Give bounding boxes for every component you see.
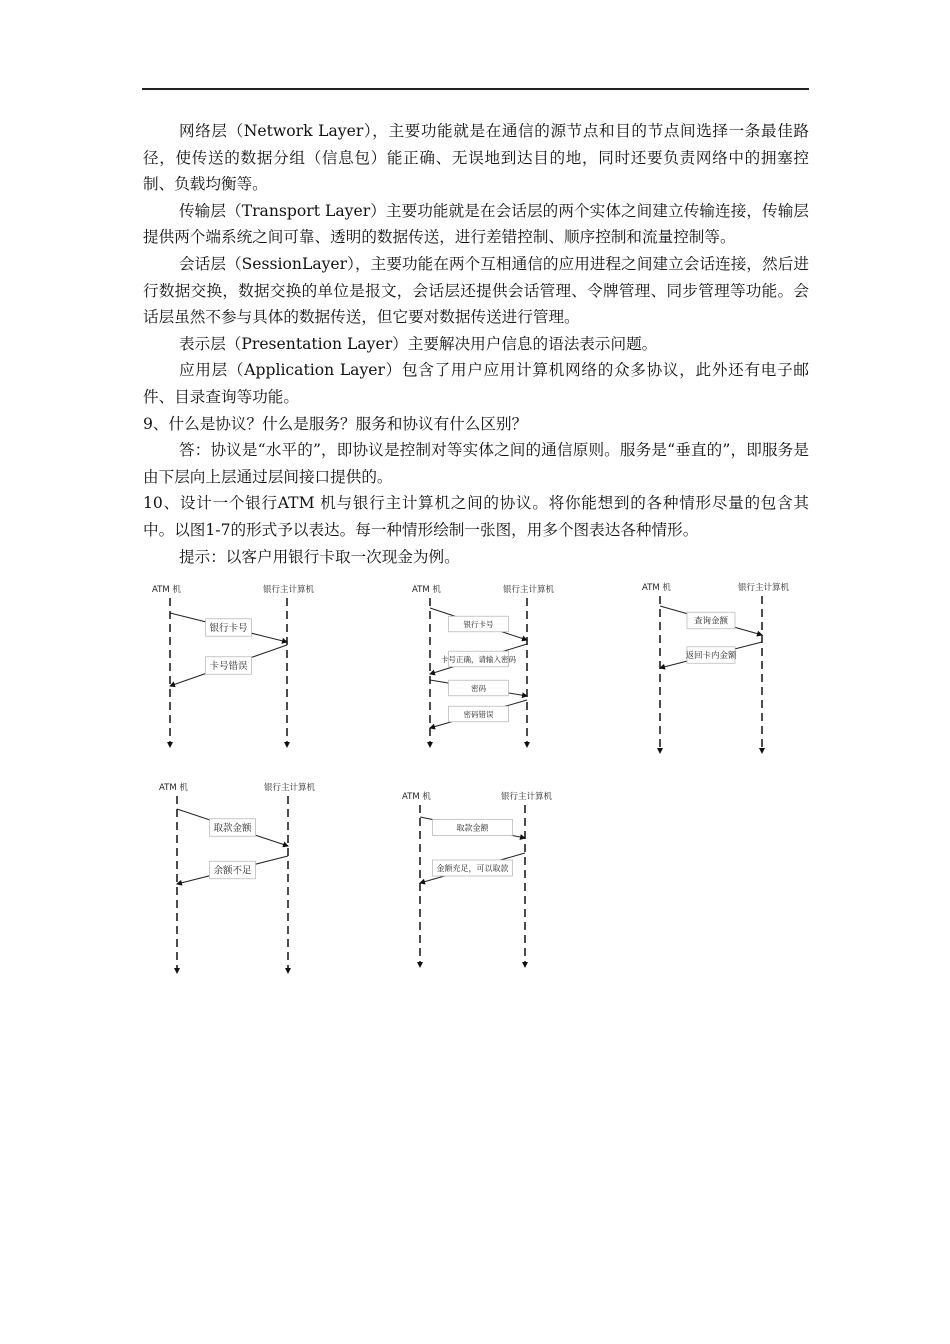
message-label: 银行卡号 <box>209 623 248 635</box>
paragraph: 10、设计一个银行ATM 机与银行主计算机之间的协议。将你能想到的各种情形尽量的包含其中。以图1-7的形式予以表达。每一种情形绘制一张图，用多个图表达各种情形。 <box>143 494 809 539</box>
atm-label: ATM 机 <box>152 585 181 595</box>
sequence-diagram-card-error <box>145 578 345 758</box>
message-label: 密码错误 <box>463 709 494 719</box>
lifeline-arrowhead <box>174 968 180 974</box>
atm-label: ATM 机 <box>159 783 188 793</box>
message-label: 金额充足，可以取款 <box>436 864 509 874</box>
message-label: 密码 <box>471 683 486 693</box>
lifeline-arrowhead <box>417 962 423 968</box>
lifeline-arrowhead <box>427 742 433 748</box>
paragraph: 网络层（Network Layer），主要功能就是在通信的源节点和目的节点间选择一条最佳路径，使传送的数据分组（信息包）能正确、无误地到达目的地，同时还要负责网络中的拥塞控制、负载均衡等。 <box>143 122 809 194</box>
document-body <box>143 118 809 570</box>
lifeline-arrowhead <box>167 742 173 748</box>
lifeline-arrowhead <box>522 962 528 968</box>
host-label: 银行主计算机 <box>501 792 553 802</box>
host-label: 银行主计算机 <box>503 585 555 595</box>
message-label: 查询金额 <box>693 616 729 627</box>
lifeline-arrowhead <box>759 748 765 754</box>
lifeline-arrowhead <box>285 968 291 974</box>
message-label: 卡号错误 <box>209 661 248 673</box>
header-rule <box>142 88 809 90</box>
paragraph: 提示：以客户用银行卡取一次现金为例。 <box>179 547 460 566</box>
sequence-diagram-balance-query <box>640 576 810 756</box>
host-label: 银行主计算机 <box>263 585 315 595</box>
host-label: 银行主计算机 <box>264 783 316 793</box>
sequence-diagram-withdraw-ok <box>400 785 575 975</box>
message-label: 取款金额 <box>213 823 252 835</box>
sequence-diagram-insufficient-balance <box>155 776 345 981</box>
host-label: 银行主计算机 <box>738 583 790 593</box>
paragraph: 会话层（SessionLayer），主要功能在两个互相通信的应用进程之间建立会话连接，然后进行数据交换，数据交换的单位是报文，会话层还提供会话管理、令牌管理、同步管理等功能。会话层虽然不参与具体的数据传送，但它要对数据传送进行管理。 <box>143 254 809 327</box>
message-label: 余额不足 <box>213 865 252 877</box>
paragraph: 答：协议是“水平的”，即协议是控制对等实体之间的通信原则。服务是“垂直的”，即服务是由下层向上层通过层间接口提供的。 <box>143 441 809 486</box>
atm-label: ATM 机 <box>402 792 431 802</box>
paragraph: 应用层（Application Layer）包含了用户应用计算机网络的众多协议，此外还有电子邮件、目录查询等功能。 <box>143 361 809 406</box>
paragraph: 表示层（Presentation Layer）主要解决用户信息的语法表示问题。 <box>179 334 658 353</box>
lifeline-arrowhead <box>657 748 663 754</box>
atm-label: ATM 机 <box>412 585 441 595</box>
paragraph: 9、什么是协议？什么是服务？服务和协议有什么区别？ <box>143 414 528 433</box>
lifeline-arrowhead <box>524 742 530 748</box>
message-label: 返回卡内金额 <box>685 651 737 662</box>
message-label: 取款金额 <box>456 823 489 833</box>
sequence-diagram-password-error <box>410 578 580 758</box>
atm-label: ATM 机 <box>642 583 671 593</box>
lifeline-arrowhead <box>284 742 290 748</box>
message-label: 卡号正确，请输入密码 <box>441 654 516 664</box>
message-label: 银行卡号 <box>463 619 494 629</box>
paragraph: 传输层（Transport Layer）主要功能就是在会话层的两个实体之间建立传输连接，传输层提供两个端系统之间可靠、透明的数据传送，进行差错控制、顺序控制和流量控制等。 <box>143 201 809 247</box>
